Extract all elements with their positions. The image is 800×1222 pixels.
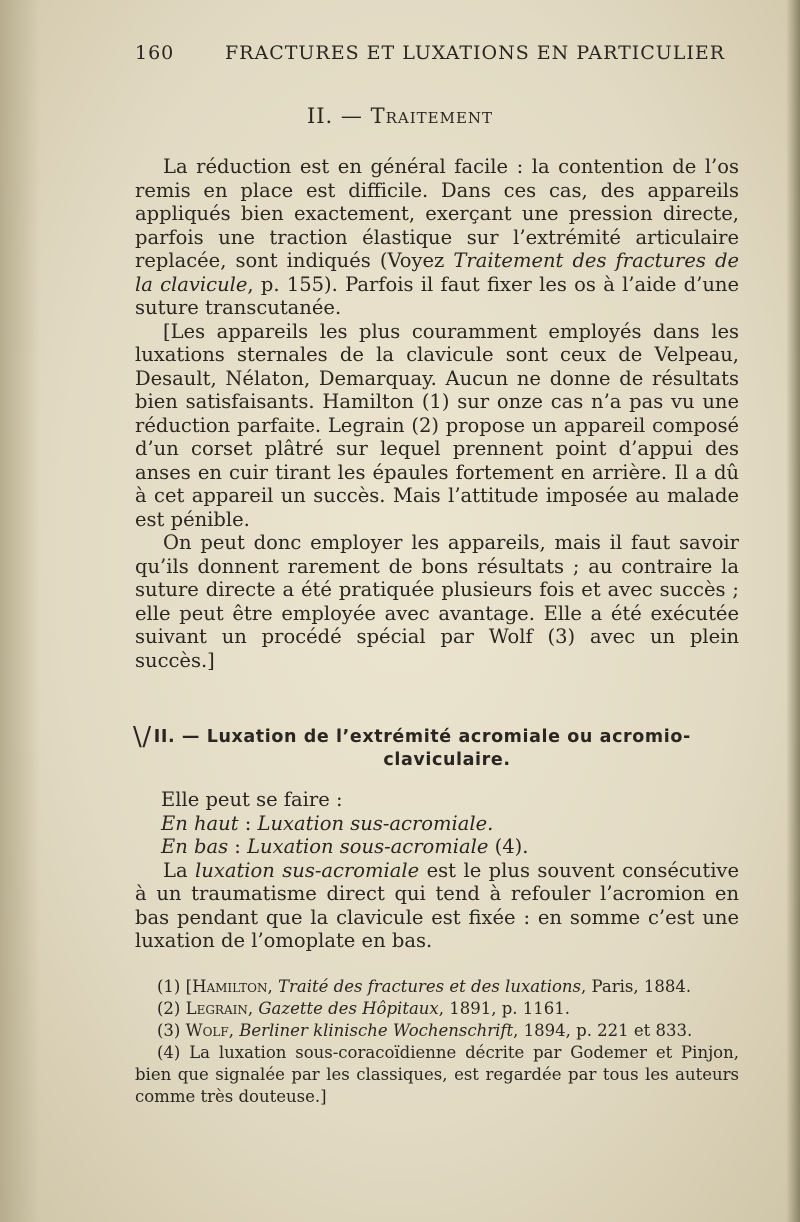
footnote-1	[135, 976, 739, 998]
page-number: 160	[135, 42, 175, 64]
section-title: II. — Traitement	[306, 104, 494, 128]
paragraph-sus-acromiale	[135, 859, 739, 953]
bas-value: Luxation sous-acromiale	[247, 835, 489, 858]
bas-label: En bas	[161, 835, 229, 858]
footnote-3-sep: ,	[228, 1021, 240, 1040]
footnote-1-rest: , Paris, 1884.	[581, 977, 692, 996]
footnote-2-rest: , 1891, p. 1161.	[438, 999, 570, 1018]
running-title: FRACTURES ET LUXATIONS EN PARTICULIER	[225, 42, 726, 64]
check-mark-icon: \/	[133, 722, 152, 752]
reference-title: Traitement des fractures de la clavicule	[135, 249, 739, 296]
footnote-3-num: (3)	[157, 1021, 186, 1040]
paragraph-reduction-end: , p. 155). Parfois il faut fixer les os à l’aide d’une suture transcutanée.	[135, 272, 739, 319]
footnotes	[135, 976, 739, 1108]
bas-note: (4).	[488, 835, 529, 858]
footnote-3-rest: , 1894, p. 221 et 833.	[513, 1021, 693, 1040]
page-edge-left	[0, 0, 40, 1222]
haut-colon: :	[238, 811, 258, 835]
footnote-1-author: Hamilton	[192, 977, 268, 996]
subheading-line-1: II. — Luxation de l’extrémité acromiale ou acromio-	[153, 727, 691, 747]
running-head	[135, 42, 735, 64]
bas-colon: :	[228, 835, 248, 858]
footnote-3	[135, 1020, 739, 1042]
luxation-haut	[135, 812, 739, 836]
luxation-intro: Elle peut se faire :	[161, 788, 343, 811]
paragraph-reduction-text: La réduction est en général facile : la contention de l’os remis en place est difficile. Dans ces cas, des appareils appliqués bien exactement, exerçant une pression directe, parfois une traction élastique sur l’extrémité articulaire replacée, sont indiqués (Voyez	[135, 155, 739, 272]
footnote-2-num: (2)	[157, 999, 186, 1018]
footnote-4: (4) La luxation sous-coracoïdienne décrite par Godemer et Pinjon, bien que signalée par les classiques, est regardée par tous les auteurs comme très douteuse.]	[135, 1043, 739, 1106]
paragraph-suture: On peut donc employer les appareils, mais il faut savoir qu’ils donnent rarement de bons résultats ; au contraire la suture directe a été pratiquée plusieurs fois et avec succès ; elle peut être employée avec avantage. Elle a été exécutée suivant un procédé spécial par Wolf (3) avec un plein succès.]	[135, 531, 739, 672]
footnote-2-title: Gazette des Hôpitaux	[258, 999, 439, 1018]
subheading-line-2: claviculaire.	[383, 750, 511, 770]
p4-end: est le plus souvent consécutive à un traumatisme direct qui tend à refouler l’acromion en bas pendant que la clavicule est fixée : en somme c’est une luxation de l’omoplate en bas.	[135, 858, 739, 952]
footnote-1-num: (1) [	[157, 977, 193, 996]
subheading	[133, 722, 741, 772]
paragraph-appareils: [Les appareils les plus couramment employés dans les luxations sternales de la clavicule sont ceux de Velpeau, Desault, Nélaton, Demarquay. Aucun ne donne de résultats bien satisfaisants. Hamilton (1) sur onze cas n’a pas vu une réduction parfaite. Legrain (2) propose un appareil composé d’un corset plâtré sur lequel prennent point d’appui des anses en cuir tirant les épaules fortement en arrière. Il a dû à cet appareil un succès. Mais l’attitude imposée au malade est pénible.	[135, 319, 739, 531]
haut-value: Luxation sus-acromiale.	[257, 811, 494, 835]
footnote-2-author: Legrain	[185, 999, 248, 1018]
luxation-text	[135, 788, 739, 953]
footnote-1-title: Traité des fractures et des luxations	[277, 977, 582, 996]
p4-italic: luxation sus-acromiale	[195, 858, 420, 882]
footnote-2	[135, 998, 739, 1020]
footnote-3-title: Berliner klinische Wochenschrift	[239, 1021, 514, 1040]
p4-start: La	[163, 858, 196, 882]
haut-label: En haut	[161, 811, 239, 835]
luxation-bas	[135, 835, 739, 859]
footnote-1-sep: ,	[267, 977, 278, 996]
footnote-3-author: Wolf	[185, 1021, 229, 1040]
footnote-2-sep: ,	[247, 999, 259, 1018]
main-text	[135, 155, 739, 672]
paragraph-reduction	[135, 155, 739, 320]
page-edge-right	[786, 0, 800, 1222]
